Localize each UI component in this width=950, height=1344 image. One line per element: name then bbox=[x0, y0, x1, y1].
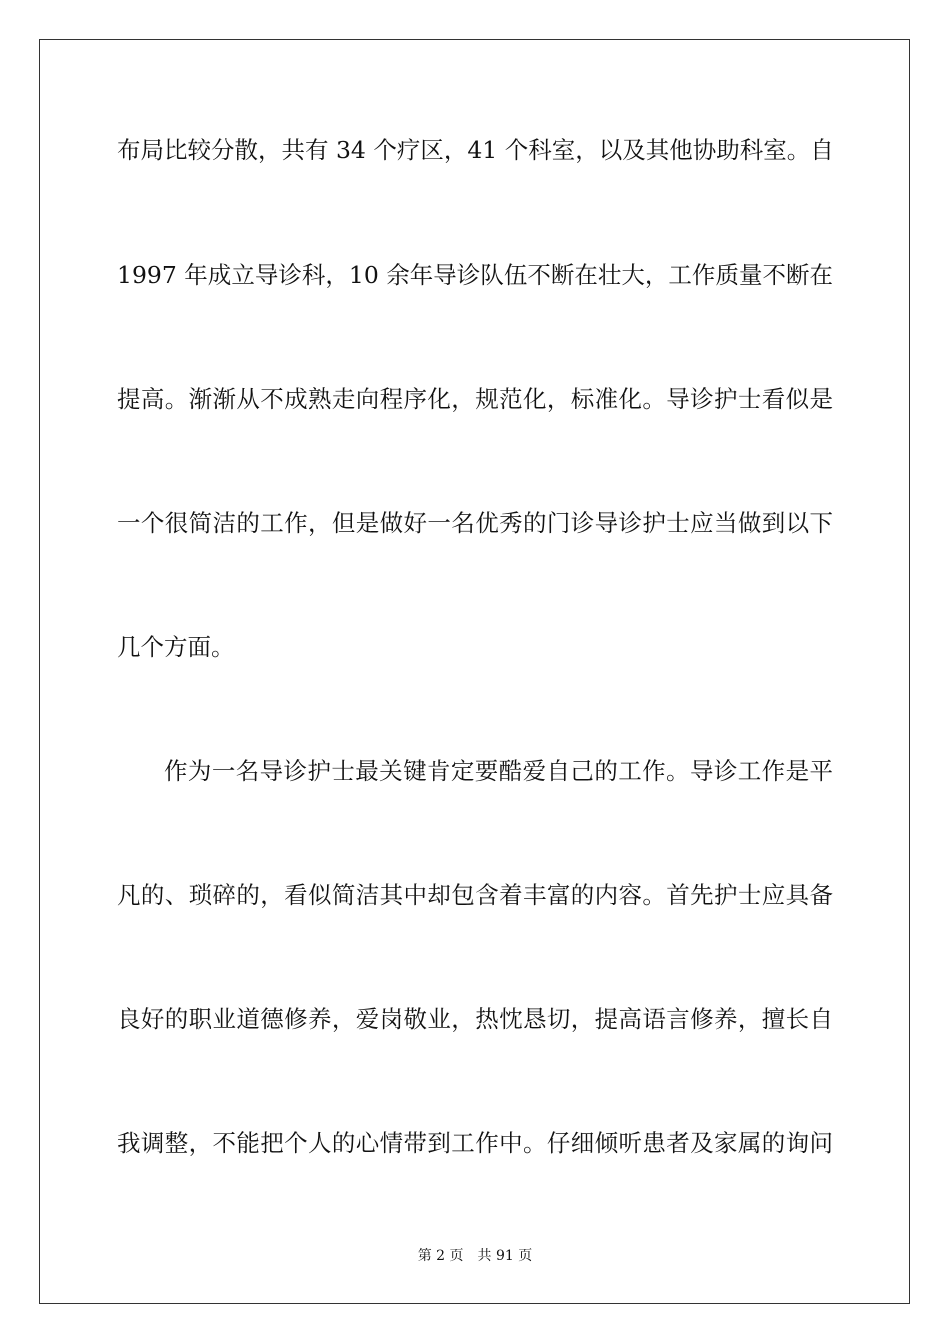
page-number: 第 2 页 bbox=[417, 1248, 464, 1264]
paragraph-line-4: 一个很简洁的工作，但是做好一名优秀的门诊导诊护士应当做到以下 bbox=[117, 509, 833, 537]
paragraph-line-1: 布局比较分散，共有 34 个疗区，41 个科室，以及其他协助科室。自 bbox=[117, 136, 834, 164]
page-frame bbox=[39, 39, 910, 1304]
page-footer bbox=[0, 1246, 950, 1266]
paragraph-line-9: 我调整，不能把个人的心情带到工作中。仔细倾听患者及家属的询问 bbox=[117, 1129, 833, 1157]
paragraph-line-7: 凡的、琐碎的，看似简洁其中却包含着丰富的内容。首先护士应具备 bbox=[117, 881, 833, 909]
paragraph-line-6: 作为一名导诊护士最关键肯定要酷爱自己的工作。导诊工作是平 bbox=[164, 757, 833, 785]
paragraph-line-3: 提高。渐渐从不成熟走向程序化，规范化，标准化。导诊护士看似是 bbox=[117, 385, 833, 413]
page-total: 共 91 页 bbox=[477, 1248, 533, 1264]
paragraph-line-8: 良好的职业道德修养，爱岗敬业，热忱恳切，提高语言修养，擅长自 bbox=[117, 1005, 833, 1033]
paragraph-line-5: 几个方面。 bbox=[117, 633, 235, 661]
paragraph-line-2: 1997 年成立导诊科，10 余年导诊队伍不断在壮大，工作质量不断在 bbox=[117, 261, 833, 289]
